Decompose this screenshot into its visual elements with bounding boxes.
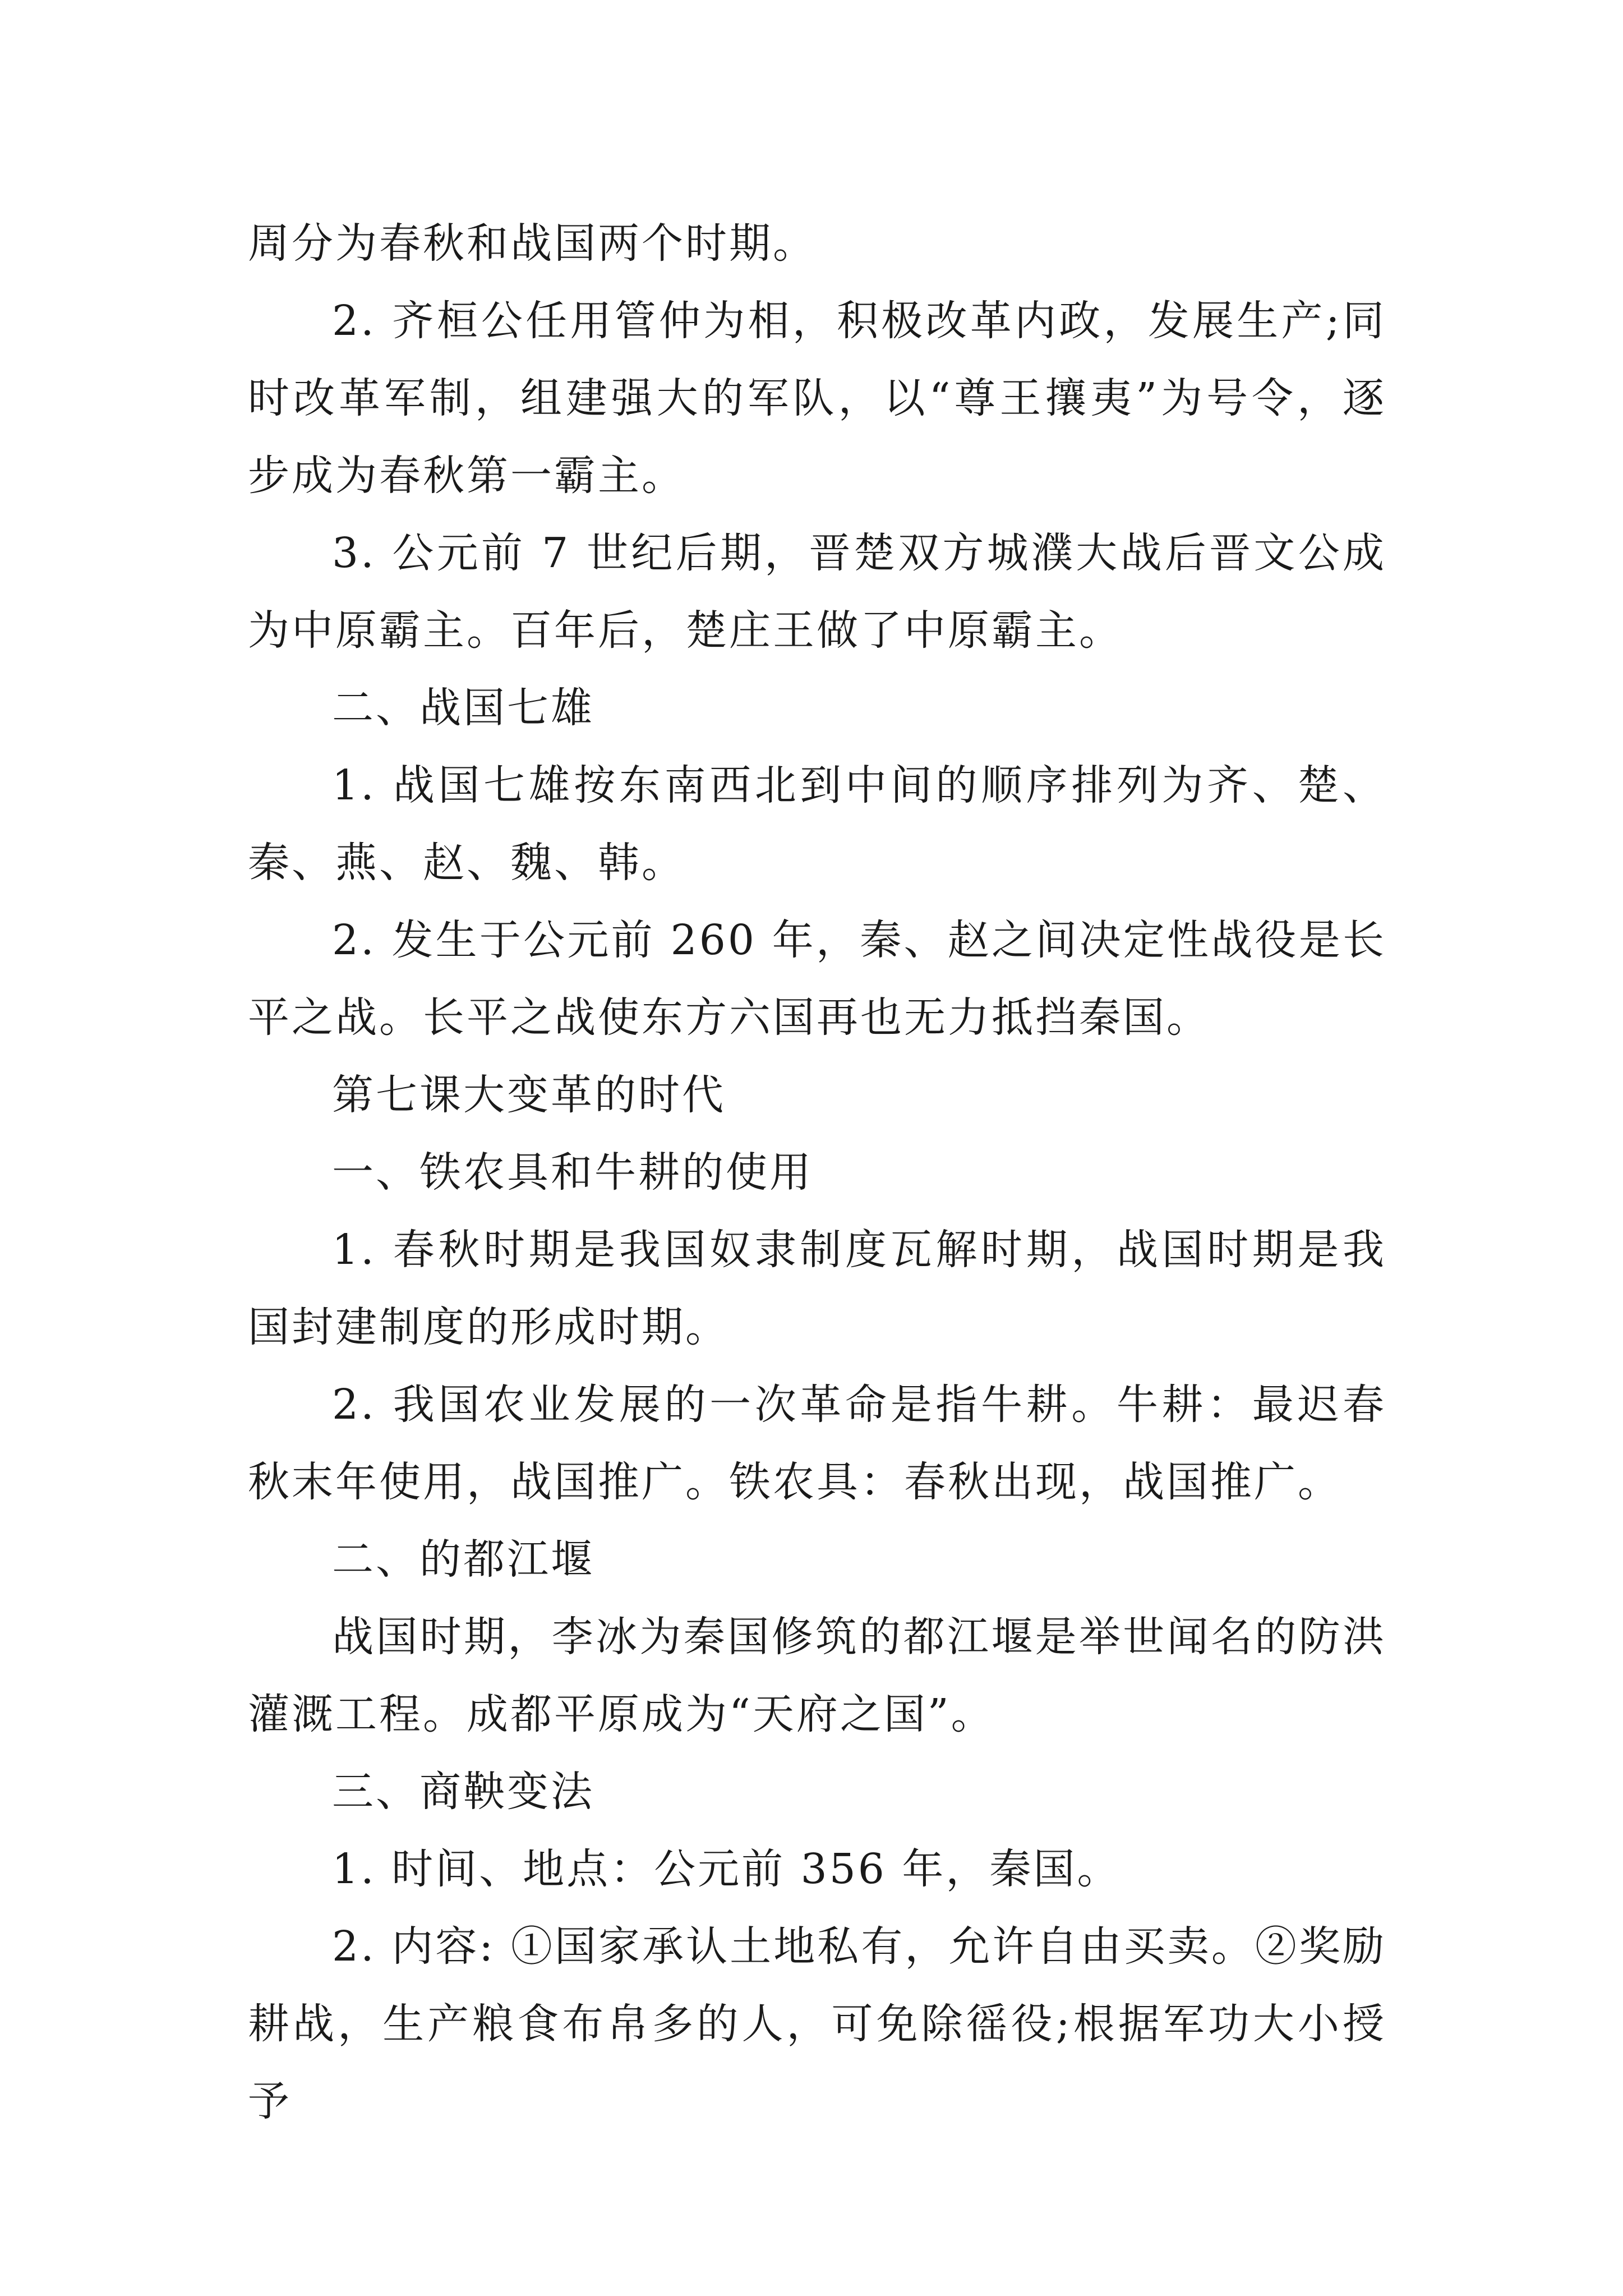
paragraph-li-bing: 战国时期，李冰为秦国修筑的都江堰是举世闻名的防洪灌溉工程。成都平原成为“天府之国”。 [248, 1613, 1386, 1738]
document-body [248, 205, 1386, 2140]
paragraph-continuation: 周分为春秋和战国两个时期。 [248, 219, 817, 268]
paragraph-time-place: 1. 时间、地点：公元前 356 年，秦国。 [332, 1845, 1121, 1893]
paragraph-qi-huangong: 2. 齐桓公任用管仲为相，积极改革内政，发展生产;同时改革军制，组建强大的军队，以“尊王攘夷”为号令，逐步成为春秋第一霸主。 [248, 297, 1386, 500]
paragraph-slavery-feudal: 1. 春秋时期是我国奴隶制度瓦解时期，战国时期是我国封建制度的形成时期。 [248, 1226, 1386, 1351]
section-heading-warring-states: 二、战国七雄 [332, 684, 594, 732]
section-heading-iron-tools: 一、铁农具和牛耕的使用 [332, 1148, 813, 1197]
lesson-title: 第七课大变革的时代 [332, 1071, 726, 1119]
paragraph-seven-states: 1. 战国七雄按东南西北到中间的顺序排列为齐、楚、秦、燕、赵、魏、韩。 [248, 761, 1386, 887]
paragraph-ox-plough: 2. 我国农业发展的一次革命是指牛耕。牛耕：最迟春秋末年使用，战国推广。铁农具：春秋出现，战国推广。 [248, 1381, 1386, 1506]
paragraph-jin-chu: 3. 公元前 7 世纪后期，晋楚双方城濮大战后晋文公成为中原霸主。百年后，楚庄王做了中原霸主。 [248, 529, 1386, 655]
section-heading-shang-yang: 三、商鞅变法 [332, 1768, 594, 1816]
section-heading-dujiangyan: 二、的都江堰 [332, 1535, 594, 1584]
paragraph-changping: 2. 发生于公元前 260 年，秦、赵之间决定性战役是长平之战。长平之战使东方六国再也无力抵挡秦国。 [248, 916, 1386, 1042]
paragraph-content: 2. 内容: ①国家承认土地私有，允许自由买卖。②奖励耕战，生产粮食布帛多的人，可免除徭役;根据军功大小授予 [248, 1922, 1386, 2125]
